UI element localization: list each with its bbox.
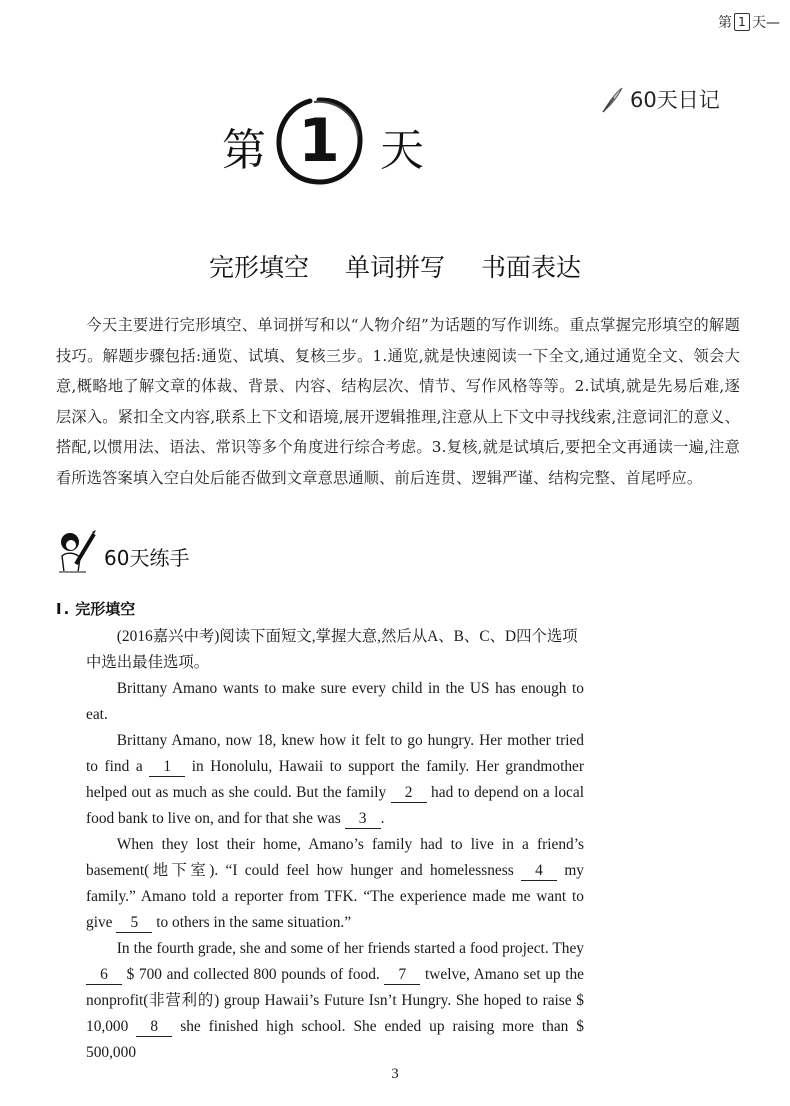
diary-label: 60天日记	[630, 88, 720, 112]
blank-6[interactable]: 6	[86, 966, 122, 985]
passage-paragraph-1: Brittany Amano wants to make sure every child in the US has enough to eat.	[86, 680, 584, 723]
subtitle-item: 书面表达	[480, 253, 581, 282]
blank-3[interactable]: 3	[345, 810, 381, 829]
blank-5[interactable]: 5	[116, 914, 152, 933]
section-numeral: I	[56, 600, 62, 618]
instruction-block	[86, 624, 586, 676]
subtitle	[0, 248, 790, 284]
day-title	[222, 96, 522, 192]
running-header-day: 1	[734, 13, 750, 31]
practice-heading	[56, 528, 189, 574]
passage-paragraph-4: In the fourth grade, she and some of her friends started a food project. They 6 $ 700 and collected 800 pounds of food. 7 twelve, Amano set up the nonprofit(非营利的) group Hawaii’s Future Isn’t Hungry. She hoped to raise $ 10,000 8 she finished high school. She ended up raising more than $ 500,000	[86, 940, 585, 1061]
intro-paragraph: 今天主要进行完形填空、单词拼写和以“人物介绍”为话题的写作训练。重点掌握完形填空的解题技巧。解题步骤包括:通览、试填、复核三步。1.通览,就是快速阅读一下全文,通过通览全文、领会大意,概略地了解文章的体裁、背景、内容、结构层次、情节、写作风格等等。2.试填,就是先易后难,逐层深入。紧扣全文内容,联系上下文和语境,展开逻辑推理,注意从上下文中寻找线索,注意词汇的意义、搭配,以惯用法、语法、常识等多个角度进行综合考虑。3.复核,就是试填后,要把全文再通读一遍,注意看所选答案填入空白处后能否做到文章意思通顺、前后连贯、逻辑严谨、结构完整、首尾呼应。	[56, 316, 740, 487]
day-title-suffix: 天	[380, 125, 424, 176]
instruction-text: (2016嘉兴中考)阅读下面短文,掌握大意,然后从A、B、C、D四个选项中选出最佳选项。	[86, 628, 578, 671]
passage-paragraph-3: When they lost their home, Amano’s family had to live in a friend’s basement(地下室). “I could feel how hunger and homelessness 4 my family.” Amano told a reporter from TFK. “The experience made me want to give 5 to others in the same situation.”	[86, 836, 584, 931]
blank-4[interactable]: 4	[521, 862, 557, 881]
section-heading: I . 完形填空	[56, 600, 136, 618]
passage-paragraph-2: Brittany Amano, now 18, knew how it felt to go hungry. Her mother tried to find a 1 in Honolulu, Hawaii to support the family. Her grandmother helped out as much as she could. But the family 2 had to depend on a local food bank to live on, and for that she was 3 .	[86, 732, 585, 827]
day-title-prefix: 第	[222, 125, 266, 176]
blank-1[interactable]: 1	[149, 758, 185, 777]
running-header-suffix: 天—	[752, 15, 780, 31]
subtitle-item: 单词拼写	[344, 253, 445, 282]
running-header-prefix: 第	[718, 15, 732, 31]
day-number-badge	[274, 96, 364, 186]
blank-7[interactable]: 7	[384, 966, 420, 985]
quill-icon	[600, 86, 624, 114]
subtitle-item: 完形填空	[209, 253, 310, 282]
page-number: 3	[391, 1066, 399, 1082]
diary-badge	[600, 84, 720, 114]
section-title: 完形填空	[75, 600, 136, 618]
girl-with-pencil-icon	[56, 528, 98, 574]
practice-label: 60天练手	[104, 545, 190, 570]
blank-8[interactable]: 8	[136, 1018, 172, 1037]
passage	[86, 676, 584, 1066]
day-number: 1	[298, 106, 340, 176]
running-header	[718, 12, 780, 32]
blank-2[interactable]: 2	[391, 784, 427, 803]
